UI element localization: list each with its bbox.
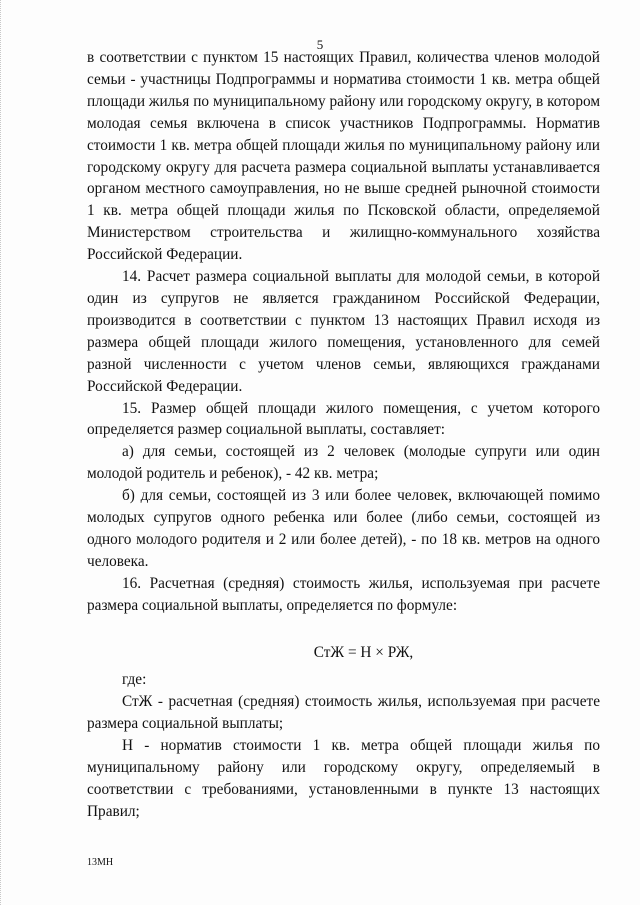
paragraph-16: 16. Расчетная (средняя) стоимость жилья, используемая при расчете размера социальной выплаты, определяется по формуле: [87, 574, 600, 614]
paragraph-14: 14. Расчет размера социальной выплаты для молодой семьи, в которой один из супругов не является гражданином Российской Федерации, производится в соответствии с пунктом 13 настоящих Правил исходя из размера общей площади жилого помещения, установленного для семей разной численности с учетом членов семьи, являющихся гражданами Российской Федерации. [87, 268, 600, 395]
paragraph-15-a: а) для семьи, состоящей из 2 человек (молодые супруги или один молодой родитель и ребенок), - 42 кв. метра; [87, 443, 600, 483]
paragraph-15-b: б) для семьи, состоящей из 3 или более человек, включающей помимо молодых супругов одного ребенка или более (либо семьи, состоящей из одного молодого родителя и 2 или более детей), - по 18 кв. метров на одного человека. [87, 487, 600, 570]
page-number: 5 [316, 37, 324, 52]
definition-n: Н - норматив стоимости 1 кв. метра общей площади жилья по муниципальному району или городскому округу, определяемый в соответствии с требованиями, установленными в пункте 13 настоящих Правил; [87, 737, 600, 820]
footer-document-code: 13МН [87, 857, 114, 868]
formula-where-label: где: [122, 671, 147, 689]
paragraph-15: 15. Размер общей площади жилого помещения, с учетом которого определяется размер социальной выплаты, составляет: [87, 399, 600, 439]
document-body [87, 47, 600, 823]
formula: СтЖ = Н × РЖ, [313, 643, 414, 661]
definition-stzh: СтЖ - расчетная (средняя) стоимость жилья, используемая при расчете размера социальной выплаты; [87, 693, 600, 733]
paragraph-continuation: в соответствии с пунктом 15 настоящих Правил, количества членов молодой семьи - участницы Подпрограммы и норматива стоимости 1 кв. метра общей площади жилья по муниципальному району или городскому округу, в котором молодая семья включена в список участников Подпрограммы. Норматив стоимости 1 кв. метра общей площади жилья по муниципальному району или городскому округу для расчета размера социальной выплаты устанавливается органом местного самоуправления, но не выше средней рыночной стоимости 1 кв. метра общей площади жилья по Псковской области, определяемой Министерством строительства и жилищно-коммунального хозяйства Российской Федерации. [87, 49, 600, 264]
scan-edge [0, 0, 7, 905]
